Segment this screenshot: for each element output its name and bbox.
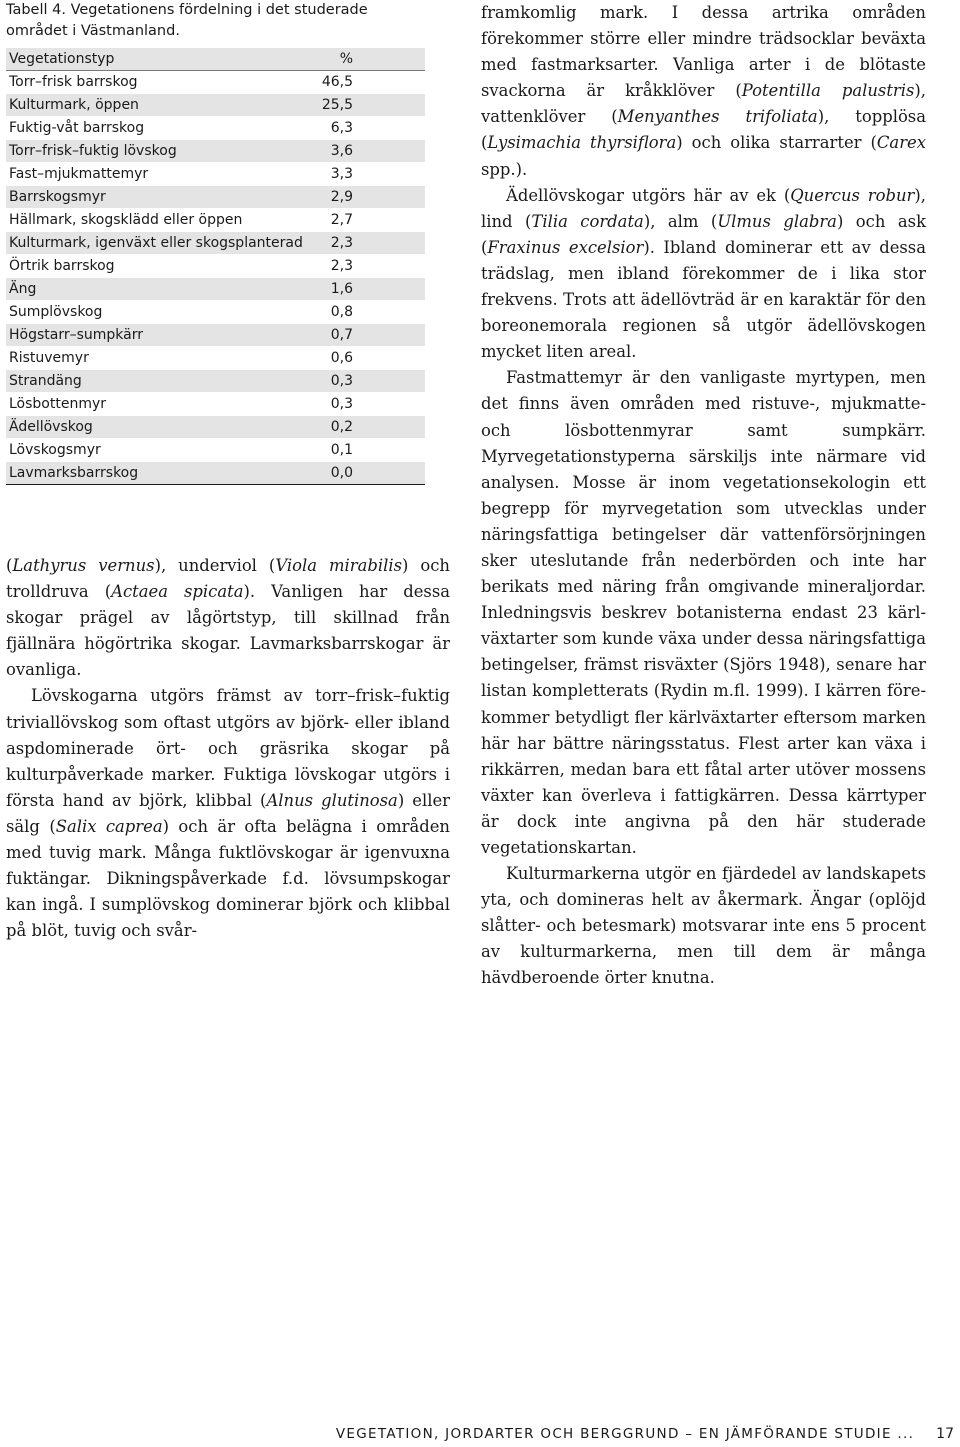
cell-type: Lövskogsmyr [6,439,315,462]
text-run: ) och trolldruva ( [6,556,450,602]
footer-title: VEGETATION, JORDARTER OCH BERGGRUND – EN JÄMFÖRANDE STUDIE ... [335,1426,915,1442]
table-row [6,163,425,186]
cell-type: Torr–frisk–fuktig lövskog [6,140,315,163]
species-name: Alnus glutinosa [266,790,398,810]
table-row [6,278,425,301]
species-name: Menyanthes trifoliata [617,107,818,127]
text-run: spp.). [481,159,528,179]
text-run: ) och olika starrarter ( [676,133,877,153]
cell-type: Sumplövskog [6,301,315,324]
column-header-type: Vegetationstyp [6,48,315,71]
species-name: Viola mirabilis [275,556,402,575]
cell-type: Fast–mjukmattemyr [6,163,315,186]
cell-type: Lösbottenmyr [6,393,315,416]
species-name: Lathyrus vernus [12,556,155,575]
table-row [6,301,425,324]
table-row [6,370,425,393]
cell-percent: 1,6 [315,278,425,301]
cell-percent: 0,8 [315,301,425,324]
cell-type: Örtrik barrskog [6,255,315,278]
species-name: Fraxinus excelsior [487,237,644,257]
text-run: ). Vanligen har dessa skogar prägel av lågörtstyp, till skillnad från fjällnära högörtrika skogar. Lavmarksbarrskogar är ovanliga. [6,582,451,680]
text-run: ( [6,556,13,575]
species-name: Actaea spicata [111,582,244,602]
species-name: Ulmus glabra [717,211,837,231]
table-row [6,462,425,485]
table-row [6,393,425,416]
cell-type: Barrskogsmyr [6,186,315,209]
cell-type: Kulturmark, igenväxt eller skogsplanterad [6,232,315,255]
text-run: ) eller sälg ( [6,790,450,836]
paragraph [481,0,926,183]
cell-percent: 2,3 [315,255,425,278]
paragraph [481,183,926,366]
species-name: Carex [876,133,926,153]
cell-percent: 0,7 [315,324,425,347]
paragraph: Fastmattemyr är den vanligaste myrtypen, men det finns även områden med ristuve-, mjukmatte- och lösbottenmyrar samt sumpkärr. Myrvegetationstyperna särskiljs inte närmare vid analysen. Mosse är inom vegetationsekologin ett begrepp för myrvegetation som utvecklas under näringsfattiga betingelser där vattenförsörjningen sker uteslutande från nederbörden och inte har berikats med näring från omgivande mineraljordar. Inledningsvis beskrev botanisterna endast 23 kärlväxtarter som kunde växa under dessa näringsfattiga betingelser, främst risväxter (Sjörs 1948), senare har listan kompletterats (Rydin m.fl. 1999). I kärren förekommer betydligt fler kärlväxtarter eftersom marken här har bättre näringsstatus. Flest arter kan växa i rikkärren, medan bara ett fåtal arter utöver mossens växter kan överleva i fattigkärren. Dessa kärrtyper är dock inte angivna på den här studerade vegetationskartan. [481,368,926,857]
text-run: ). Ibland dominerar ett av dessa trädslag, men ibland förekommer de i lika stor frekvens. Trots att ädellövträd är en karaktär för den boreonemorala regionen så utgör ädellövskogen mycket liten areal. [481,237,926,362]
text-run: ) och är ofta belägna i områden med tuvig mark. Många fuktlövskogar är igenvuxna fuktängar. Dikningspåverkade f.d. lövsumpskogar kan ingå. I sumplövskog dominerar björk och klibbal på blöt, tuvig och svår- [6,816,450,941]
cell-percent: 0,3 [315,393,425,416]
page-number: 17 [936,1426,954,1442]
table-row [6,439,425,462]
text-run: framkomlig mark. I dessa artrika områden förekommer större eller mindre trädsocklar beväxta med fastmarksarter. Vanliga arter i de blötaste svackorna är kråkklöver ( [481,3,926,101]
cell-percent: 2,7 [315,209,425,232]
text-run: ), lind ( [481,185,926,231]
cell-percent: 0,3 [315,370,425,393]
cell-type: Kulturmark, öppen [6,94,315,117]
right-column-text [481,0,926,992]
table-row [6,140,425,163]
cell-type: Äng [6,278,315,301]
cell-percent: 25,5 [315,94,425,117]
cell-type: Lavmarksbarrskog [6,462,315,485]
table-row [6,324,425,347]
cell-percent: 2,9 [315,186,425,209]
text-run: ) och ask ( [481,211,926,257]
cell-type: Ädellövskog [6,416,315,439]
text-run: ), vattenklöver ( [481,81,926,127]
text-run: ), topplösa ( [481,107,926,153]
species-name: Quercus robur [790,185,915,205]
table-row [6,94,425,117]
cell-type: Ristuvemyr [6,347,315,370]
species-name: Tilia cordata [531,211,644,231]
text-run: Lövskogarna utgörs främst av torr–frisk–fuktig triviallövskog som oftast utgörs av björk- eller ibland aspdominerade ört- och gräsrika skogar på kulturpåverkade marker. Fuktiga lövskogar utgörs i första hand av björk, klibbal ( [6,686,450,810]
cell-percent: 3,3 [315,163,425,186]
vegetation-table [6,48,425,485]
left-column-text [6,553,450,944]
cell-percent: 3,6 [315,140,425,163]
paragraph: Kulturmarkerna utgör en fjärdedel av landskapets yta, och domineras helt av åkermark. Ängar (oplöjd slåtter- och betesmark) motsvarar inte ens 5 procent av kulturmarkerna, men till dem är många hävdberoende örter knutna. [481,864,926,988]
table-row [6,209,425,232]
cell-percent: 0,1 [315,439,425,462]
running-footer [336,1426,954,1442]
table-row [6,232,425,255]
table-row [6,71,425,94]
table-row [6,416,425,439]
text-run: Ädellövskogar utgörs här av ek ( [506,185,791,205]
species-name: Potentilla palustris [741,81,915,101]
species-name: Salix caprea [55,816,163,836]
table-caption: Tabell 4. Vegetationens fördelning i det studerade området i Västmanland. [6,2,368,39]
table-header-row [6,48,425,71]
column-header-percent: % [315,48,425,71]
cell-type: Högstarr–sumpkärr [6,324,315,347]
table-row [6,117,425,140]
cell-type: Strandäng [6,370,315,393]
cell-percent: 0,6 [315,347,425,370]
text-run: ), alm ( [643,211,718,231]
cell-type: Fuktig-våt barrskog [6,117,315,140]
cell-percent: 46,5 [315,71,425,94]
cell-percent: 0,0 [315,462,425,485]
cell-type: Torr–frisk barrskog [6,71,315,94]
cell-percent: 6,3 [315,117,425,140]
table-row [6,186,425,209]
paragraph [6,683,450,944]
table-row [6,347,425,370]
cell-percent: 2,3 [315,232,425,255]
paragraph [6,553,450,683]
cell-type: Hällmark, skogsklädd eller öppen [6,209,315,232]
table-row [6,255,425,278]
text-run: ), underviol ( [154,556,276,575]
cell-percent: 0,2 [315,416,425,439]
species-name: Lysimachia thyrsiflora [487,133,677,153]
